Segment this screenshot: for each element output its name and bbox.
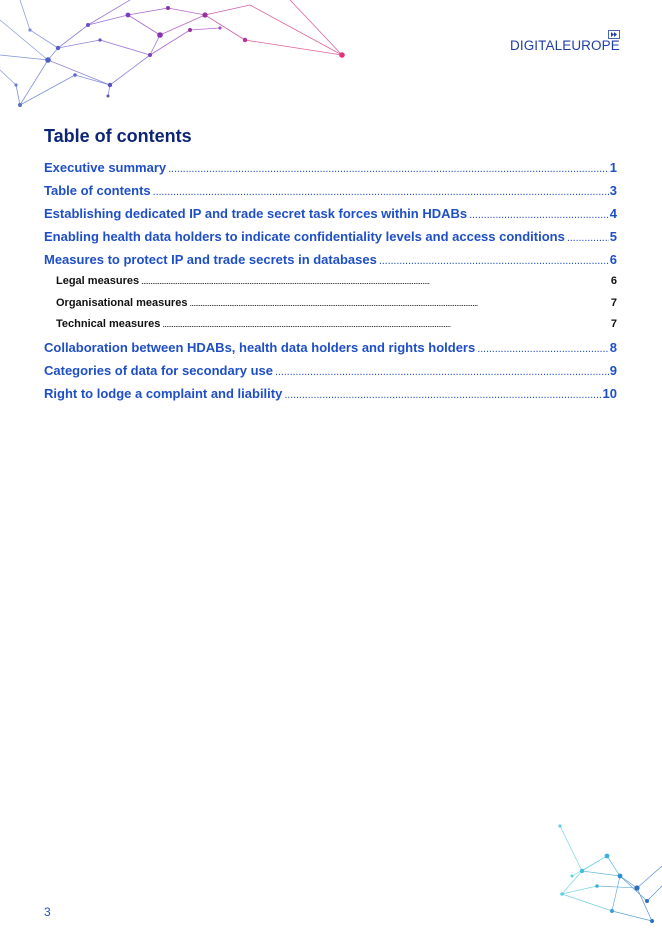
toc-leader-dots	[189, 298, 609, 308]
toc-entry-label: Collaboration between HDABs, health data holders and rights holders	[44, 339, 476, 355]
toc-leader-dots	[469, 209, 609, 221]
toc-entry-collaboration[interactable]	[44, 340, 617, 363]
toc-entry-page: 4	[609, 206, 617, 221]
page-number: 3	[44, 905, 51, 919]
toc-entry-task-forces[interactable]	[44, 206, 617, 229]
toc-entry-label: Organisational measures	[56, 296, 188, 309]
toc-entry-page: 7	[610, 296, 617, 309]
toc-entry-page: 5	[609, 229, 617, 244]
toc-entry-protection-measures[interactable]	[44, 252, 617, 275]
logo-arrow-icon	[608, 30, 620, 39]
page-title: Table of contents	[44, 126, 192, 146]
toc-leader-dots	[162, 319, 610, 329]
toc-subentry-organisational-measures[interactable]	[44, 297, 617, 319]
toc-subentry-technical-measures[interactable]	[44, 318, 617, 340]
toc-leader-dots	[567, 232, 609, 244]
toc-entry-label: Establishing dedicated IP and trade secret task forces within HDABs	[44, 206, 468, 221]
toc-entry-label: Enabling health data holders to indicate confidentiality levels and access conditions	[44, 229, 565, 244]
toc-entry-page: 6	[609, 252, 617, 267]
toc-leader-dots	[275, 366, 609, 378]
toc-entry-page: 9	[609, 362, 617, 378]
toc-entry-label: Table of contents	[44, 183, 151, 198]
toc-entry-categories-of-data[interactable]	[44, 363, 617, 386]
toc-leader-dots	[168, 163, 609, 175]
network-decoration-top	[0, 0, 360, 120]
toc-entry-label: Right to lodge a complaint and liability	[44, 385, 283, 401]
toc-entry-label: Measures to protect IP and trade secrets in databases	[44, 252, 377, 267]
toc-leader-dots	[153, 186, 609, 198]
toc-entry-page: 1	[609, 160, 617, 175]
toc-entry-label: Categories of data for secondary use	[44, 362, 274, 378]
toc-entry-page: 7	[610, 318, 617, 330]
toc-entry-page: 3	[609, 183, 617, 198]
toc-leader-dots	[379, 255, 609, 267]
toc-entry-label: Technical measures	[56, 318, 161, 330]
network-decoration-bottom	[542, 816, 662, 936]
toc-entry-page: 10	[602, 385, 617, 401]
toc-entry-complaint-liability[interactable]	[44, 386, 617, 409]
toc-leader-dots	[477, 343, 609, 355]
toc-entry-table-of-contents[interactable]	[44, 183, 617, 206]
toc-subentry-legal-measures[interactable]	[44, 275, 617, 297]
toc-entry-label: Executive summary	[44, 160, 167, 175]
table-of-contents	[44, 160, 617, 409]
toc-leader-dots	[141, 276, 610, 286]
toc-entry-page: 8	[609, 339, 617, 355]
toc-entry-confidentiality-levels[interactable]	[44, 229, 617, 252]
toc-entry-executive-summary[interactable]	[44, 160, 617, 183]
digitaleurope-logo: DIGITALEUROPE	[510, 38, 620, 53]
toc-leader-dots	[284, 389, 601, 401]
toc-entry-page: 6	[610, 275, 617, 287]
toc-entry-label: Legal measures	[56, 275, 140, 287]
